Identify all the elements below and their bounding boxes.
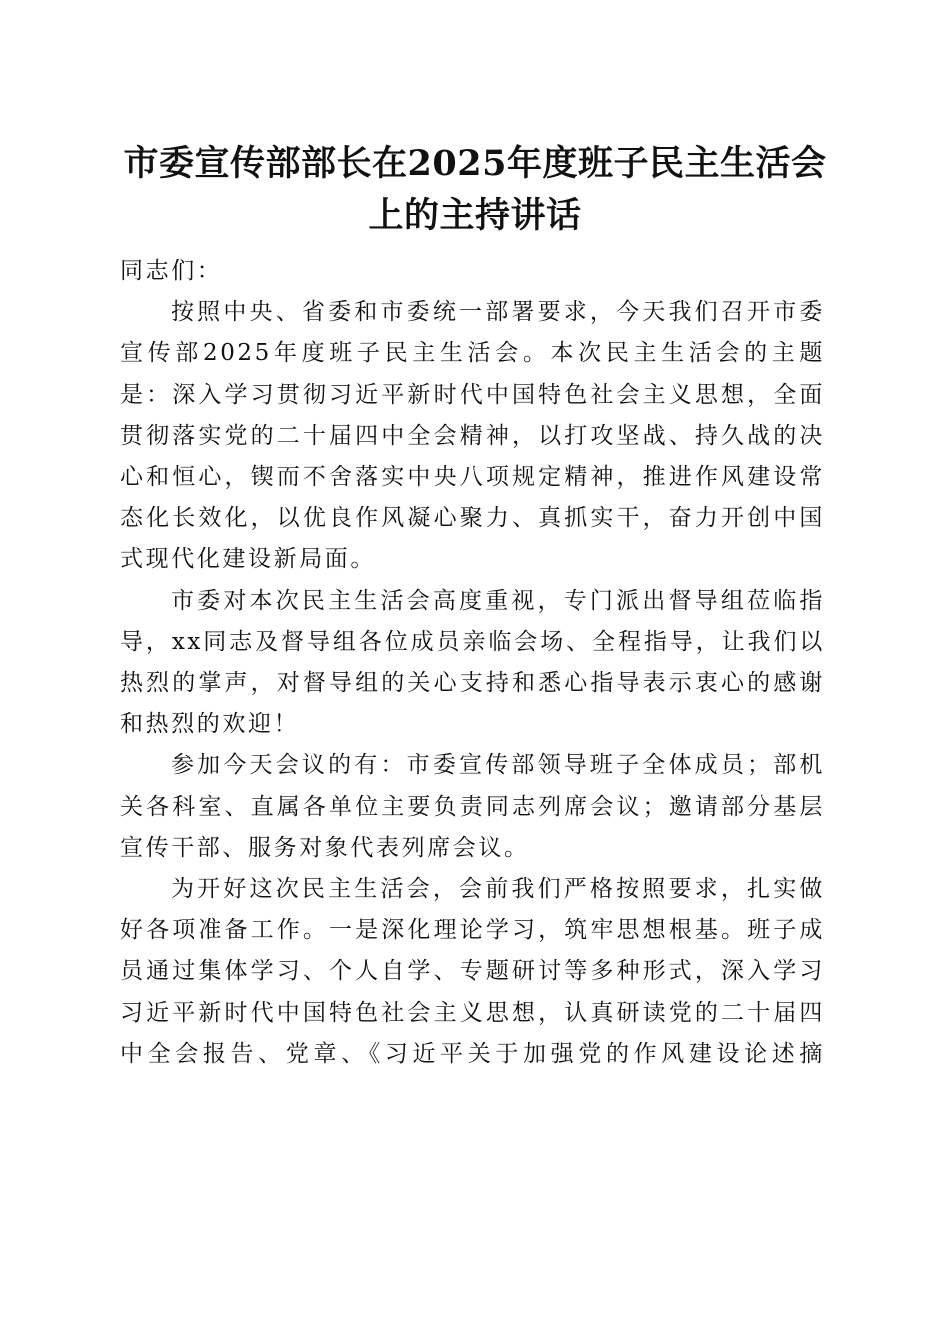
- paragraph-theme: 按照中央、省委和市委统一部署要求，今天我们召开市委宣传部2025年度班子民主生活会。本次民主生活会的主题是：深入学习贯彻习近平新时代中国特色社会主义思想，全面贯彻落实党的二十届四中全会精神，以打攻坚战、持久战的决心和恒心，锲而不舍落实中央八项规定精神，推进作风建设常态化长效化，以优良作风凝心聚力、真抓实干，奋力开创中国式现代化建设新局面。: [120, 299, 825, 573]
- title-line-2: 上的主持讲话: [368, 195, 582, 236]
- document-title: [100, 138, 850, 242]
- paragraph-attendees: 参加今天会议的有：市委宣传部领导班子全体成员；部机关各科室、直属各单位主要负责同志列席会议；邀请部分基层宣传干部、服务对象代表列席会议。: [120, 752, 825, 861]
- paragraph-supervision: 市委对本次民主生活会高度重视，专门派出督导组莅临指导，xx同志及督导组各位成员亲临会场、全程指导，让我们以热烈的掌声，对督导组的关心支持和悉心指导表示衷心的感谢和热烈的欢迎！: [120, 587, 825, 738]
- document-body: [120, 251, 825, 1075]
- salutation: 同志们：: [120, 258, 223, 284]
- paragraph-preparation: 为开好这次民主生活会，会前我们严格按照要求，扎实做好各项准备工作。一是深化理论学习，筑牢思想根基。班子成员通过集体学习、个人自学、专题研讨等多种形式，深入学习习近平新时代中国特色社会主义思想，认真研读党的二十届四中全会报告、党章、《习近平关于加强党的作风建设论述摘: [120, 876, 825, 1067]
- title-line-1: 市委宣传部部长在2025年度班子民主生活会: [123, 143, 827, 184]
